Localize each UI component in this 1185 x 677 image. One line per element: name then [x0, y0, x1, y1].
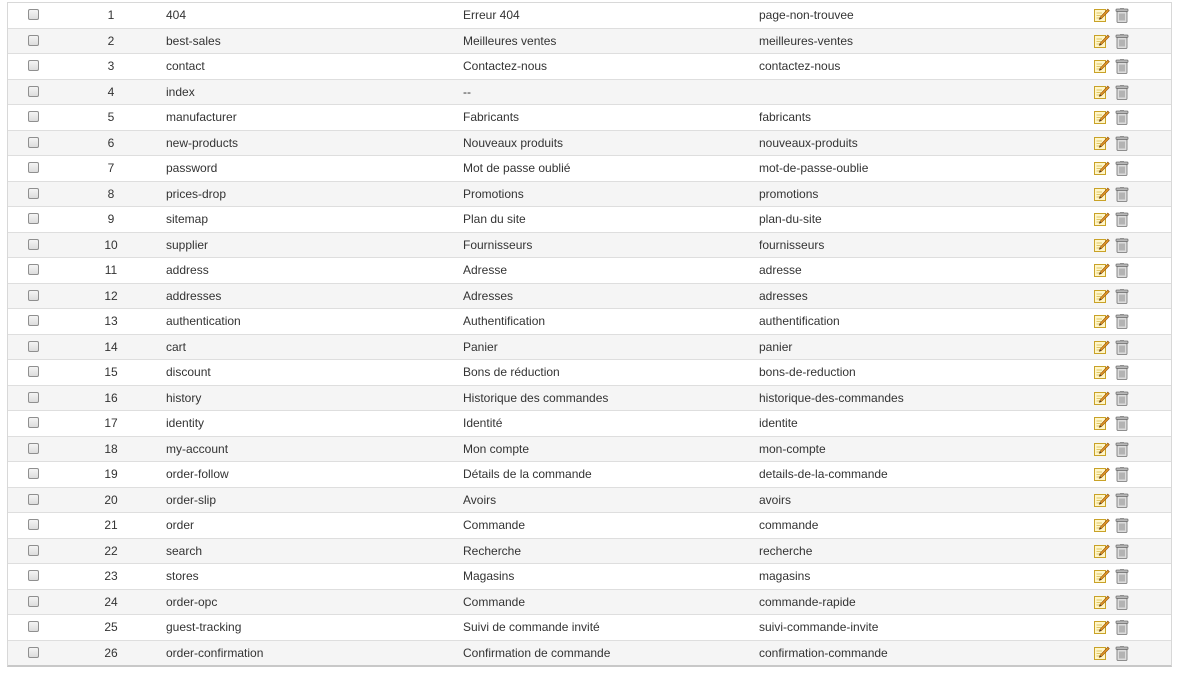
pencil-edit-icon[interactable]: [1094, 365, 1110, 380]
row-friendly-url: identite: [759, 416, 798, 430]
row-select-checkbox[interactable]: [28, 443, 39, 454]
row-select-checkbox[interactable]: [28, 213, 39, 224]
row-friendly-url: mon-compte: [759, 441, 826, 456]
row-select-checkbox[interactable]: [28, 417, 39, 428]
trash-delete-icon[interactable]: [1114, 85, 1130, 100]
row-friendly-url: adresses: [759, 288, 808, 303]
row-page-title: Meilleures ventes: [463, 33, 557, 48]
trash-delete-icon[interactable]: [1114, 467, 1130, 482]
table-row: [8, 462, 1171, 488]
row-page-title: Plan du site: [463, 212, 526, 226]
trash-delete-icon[interactable]: [1114, 646, 1130, 661]
trash-delete-icon[interactable]: [1114, 493, 1130, 508]
row-page-name: sitemap: [166, 212, 209, 226]
row-actions: [1094, 29, 1134, 54]
row-select-checkbox[interactable]: [28, 162, 39, 173]
row-select-checkbox[interactable]: [28, 596, 39, 607]
row-id: 24: [104, 594, 118, 609]
table-row: [8, 54, 1171, 80]
row-page-name: new-products: [166, 135, 239, 150]
pencil-edit-icon[interactable]: [1094, 212, 1110, 227]
pencil-edit-icon[interactable]: [1094, 59, 1110, 74]
pencil-edit-icon[interactable]: [1094, 289, 1110, 304]
trash-delete-icon[interactable]: [1114, 442, 1130, 457]
row-select-checkbox[interactable]: [28, 647, 39, 658]
row-id: 10: [104, 237, 118, 252]
row-actions: [1094, 131, 1134, 156]
table-row: [8, 309, 1171, 335]
row-page-name: authentication: [166, 314, 241, 328]
row-friendly-url: adresse: [759, 263, 802, 277]
table-row: [8, 590, 1171, 616]
row-actions: [1094, 80, 1134, 105]
row-page-name: 404: [166, 8, 187, 22]
row-page-name: contact: [166, 59, 205, 73]
row-page-name: history: [166, 390, 202, 405]
row-select-checkbox[interactable]: [28, 9, 39, 20]
row-page-title: Commande: [463, 594, 526, 609]
row-actions: [1094, 207, 1134, 232]
table-row: [8, 182, 1171, 208]
pencil-edit-icon[interactable]: [1094, 569, 1110, 584]
row-select-checkbox[interactable]: [28, 290, 39, 301]
row-friendly-url: avoirs: [759, 492, 792, 507]
row-page-name: cart: [166, 339, 187, 354]
row-page-title: Promotions: [463, 186, 524, 201]
row-page-title: Magasins: [463, 569, 515, 583]
trash-delete-icon[interactable]: [1114, 161, 1130, 176]
row-friendly-url: panier: [759, 339, 793, 354]
table-row: [8, 80, 1171, 106]
row-page-name: search: [166, 543, 203, 558]
table-row: [8, 539, 1171, 565]
row-actions: [1094, 564, 1134, 589]
pencil-edit-icon[interactable]: [1094, 518, 1110, 533]
row-actions: [1094, 386, 1134, 411]
pencil-edit-icon[interactable]: [1094, 416, 1110, 431]
trash-delete-icon[interactable]: [1114, 187, 1130, 202]
row-page-name: stores: [166, 569, 199, 583]
pencil-edit-icon[interactable]: [1094, 187, 1110, 202]
row-page-title: Commande: [463, 518, 526, 532]
row-id: 23: [104, 569, 118, 583]
table-row: [8, 513, 1171, 539]
pencil-edit-icon[interactable]: [1094, 34, 1110, 49]
row-page-name: prices-drop: [166, 186, 227, 201]
row-page-name: order-confirmation: [166, 645, 264, 660]
trash-delete-icon[interactable]: [1114, 365, 1130, 380]
row-id: 8: [107, 186, 115, 201]
row-select-checkbox[interactable]: [28, 366, 39, 377]
row-select-checkbox[interactable]: [28, 86, 39, 97]
trash-delete-icon[interactable]: [1114, 544, 1130, 559]
row-page-title: Adresse: [463, 263, 508, 277]
trash-delete-icon[interactable]: [1114, 136, 1130, 151]
row-page-title: Adresses: [463, 288, 514, 303]
row-actions: [1094, 488, 1134, 513]
pencil-edit-icon[interactable]: [1094, 646, 1110, 661]
row-select-checkbox[interactable]: [28, 341, 39, 352]
table-row: [8, 233, 1171, 259]
pencil-edit-icon[interactable]: [1094, 110, 1110, 125]
row-page-name: order-follow: [166, 467, 229, 481]
row-id: 1: [107, 8, 115, 22]
row-friendly-url: bons-de-reduction: [759, 365, 856, 379]
row-friendly-url: fournisseurs: [759, 237, 825, 252]
row-actions: [1094, 641, 1134, 666]
row-friendly-url: promotions: [759, 186, 819, 201]
row-page-name: order-slip: [166, 492, 217, 507]
row-select-checkbox[interactable]: [28, 315, 39, 326]
row-friendly-url: fabricants: [759, 110, 812, 124]
pencil-edit-icon[interactable]: [1094, 442, 1110, 457]
row-page-title: Recherche: [463, 543, 522, 558]
row-page-name: password: [166, 161, 218, 175]
row-page-title: --: [463, 84, 471, 99]
row-select-checkbox[interactable]: [28, 621, 39, 632]
row-page-title: Détails de la commande: [463, 467, 592, 481]
table-row: [8, 3, 1171, 29]
row-page-title: Panier: [463, 339, 498, 354]
table-row: [8, 488, 1171, 514]
row-page-title: Mon compte: [463, 441, 530, 456]
row-friendly-url: nouveaux-produits: [759, 135, 858, 150]
row-select-checkbox[interactable]: [28, 264, 39, 275]
table-body: [8, 3, 1171, 665]
pencil-edit-icon[interactable]: [1094, 467, 1110, 482]
row-actions: [1094, 284, 1134, 309]
row-page-title: Mot de passe oublié: [463, 161, 571, 175]
row-id: 21: [104, 518, 118, 532]
row-page-title: Bons de réduction: [463, 365, 560, 379]
row-id: 16: [104, 390, 118, 405]
row-actions: [1094, 335, 1134, 360]
pencil-edit-icon[interactable]: [1094, 161, 1110, 176]
row-id: 25: [104, 620, 118, 634]
row-actions: [1094, 513, 1134, 538]
row-page-name: guest-tracking: [166, 620, 242, 634]
row-actions: [1094, 437, 1134, 462]
row-friendly-url: meilleures-ventes: [759, 33, 854, 48]
row-actions: [1094, 411, 1134, 436]
row-actions: [1094, 590, 1134, 615]
row-page-title: Authentification: [463, 314, 546, 328]
row-id: 13: [104, 314, 118, 328]
trash-delete-icon[interactable]: [1114, 340, 1130, 355]
trash-delete-icon[interactable]: [1114, 59, 1130, 74]
row-id: 4: [107, 84, 115, 99]
pencil-edit-icon[interactable]: [1094, 620, 1110, 635]
table-row: [8, 386, 1171, 412]
row-id: 20: [104, 492, 118, 507]
trash-delete-icon[interactable]: [1114, 569, 1130, 584]
table-row: [8, 258, 1171, 284]
row-id: 11: [104, 263, 118, 277]
pencil-edit-icon[interactable]: [1094, 314, 1110, 329]
row-id: 14: [104, 339, 118, 354]
meta-pages-table: [7, 2, 1172, 667]
row-select-checkbox[interactable]: [28, 111, 39, 122]
row-page-name: discount: [166, 365, 211, 379]
row-actions: [1094, 309, 1134, 334]
row-page-name: index: [166, 84, 195, 99]
trash-delete-icon[interactable]: [1114, 289, 1130, 304]
row-select-checkbox[interactable]: [28, 188, 39, 199]
trash-delete-icon[interactable]: [1114, 8, 1130, 23]
row-page-title: Nouveaux produits: [463, 135, 564, 150]
row-actions: [1094, 3, 1134, 28]
table-row: [8, 615, 1171, 641]
row-page-name: my-account: [166, 441, 229, 456]
row-id: 2: [107, 33, 115, 48]
table-row: [8, 105, 1171, 131]
trash-delete-icon[interactable]: [1114, 314, 1130, 329]
trash-delete-icon[interactable]: [1114, 238, 1130, 253]
pencil-edit-icon[interactable]: [1094, 238, 1110, 253]
row-select-checkbox[interactable]: [28, 239, 39, 250]
row-id: 12: [104, 288, 118, 303]
row-id: 17: [104, 416, 118, 430]
trash-delete-icon[interactable]: [1114, 34, 1130, 49]
row-select-checkbox[interactable]: [28, 519, 39, 530]
table-row: [8, 131, 1171, 157]
row-friendly-url: authentification: [759, 314, 840, 328]
row-page-title: Historique des commandes: [463, 390, 609, 405]
pencil-edit-icon[interactable]: [1094, 544, 1110, 559]
row-friendly-url: commande: [759, 518, 819, 532]
row-page-name: supplier: [166, 237, 209, 252]
row-friendly-url: magasins: [759, 569, 811, 583]
row-page-name: order: [166, 518, 195, 532]
row-friendly-url: plan-du-site: [759, 212, 822, 226]
row-friendly-url: suivi-commande-invite: [759, 620, 879, 634]
table-row: [8, 564, 1171, 590]
row-actions: [1094, 182, 1134, 207]
table-row: [8, 207, 1171, 233]
trash-delete-icon[interactable]: [1114, 263, 1130, 278]
row-id: 19: [104, 467, 118, 481]
pencil-edit-icon[interactable]: [1094, 595, 1110, 610]
row-id: 3: [107, 59, 115, 73]
row-friendly-url: contactez-nous: [759, 59, 841, 73]
row-page-title: Fournisseurs: [463, 237, 533, 252]
row-actions: [1094, 233, 1134, 258]
row-actions: [1094, 54, 1134, 79]
row-actions: [1094, 360, 1134, 385]
pencil-edit-icon[interactable]: [1094, 493, 1110, 508]
table-row: [8, 156, 1171, 182]
row-page-title: Fabricants: [463, 110, 520, 124]
trash-delete-icon[interactable]: [1114, 595, 1130, 610]
row-friendly-url: commande-rapide: [759, 594, 856, 609]
row-select-checkbox[interactable]: [28, 60, 39, 71]
row-page-title: Confirmation de commande: [463, 645, 611, 660]
table-row: [8, 335, 1171, 361]
trash-delete-icon[interactable]: [1114, 391, 1130, 406]
row-page-title: Erreur 404: [463, 8, 520, 22]
row-id: 26: [104, 645, 118, 660]
row-id: 5: [107, 110, 115, 124]
row-select-checkbox[interactable]: [28, 137, 39, 148]
row-actions: [1094, 156, 1134, 181]
trash-delete-icon[interactable]: [1114, 416, 1130, 431]
row-actions: [1094, 462, 1134, 487]
pencil-edit-icon[interactable]: [1094, 263, 1110, 278]
row-id: 7: [107, 161, 115, 175]
row-page-name: addresses: [166, 288, 222, 303]
row-friendly-url: historique-des-commandes: [759, 390, 904, 405]
table-row: [8, 29, 1171, 55]
row-id: 9: [107, 212, 115, 226]
row-friendly-url: confirmation-commande: [759, 645, 888, 660]
trash-delete-icon[interactable]: [1114, 518, 1130, 533]
pencil-edit-icon[interactable]: [1094, 136, 1110, 151]
trash-delete-icon[interactable]: [1114, 620, 1130, 635]
row-select-checkbox[interactable]: [28, 570, 39, 581]
row-id: 18: [104, 441, 118, 456]
row-select-checkbox[interactable]: [28, 545, 39, 556]
row-page-title: Identité: [463, 416, 503, 430]
row-page-title: Contactez-nous: [463, 59, 548, 73]
row-page-name: manufacturer: [166, 110, 237, 124]
row-actions: [1094, 615, 1134, 640]
row-actions: [1094, 539, 1134, 564]
row-page-title: Avoirs: [463, 492, 497, 507]
trash-delete-icon[interactable]: [1114, 110, 1130, 125]
row-select-checkbox[interactable]: [28, 35, 39, 46]
row-id: 6: [107, 135, 115, 150]
table-row: [8, 411, 1171, 437]
row-actions: [1094, 258, 1134, 283]
pencil-edit-icon[interactable]: [1094, 340, 1110, 355]
row-page-name: order-opc: [166, 594, 218, 609]
table-row: [8, 284, 1171, 310]
table-row: [8, 360, 1171, 386]
row-select-checkbox[interactable]: [28, 494, 39, 505]
table-row: [8, 641, 1171, 666]
row-actions: [1094, 105, 1134, 130]
row-page-name: address: [166, 263, 209, 277]
row-friendly-url: page-non-trouvee: [759, 8, 854, 22]
row-friendly-url: recherche: [759, 543, 813, 558]
row-select-checkbox[interactable]: [28, 468, 39, 479]
trash-delete-icon[interactable]: [1114, 212, 1130, 227]
row-page-name: best-sales: [166, 33, 221, 48]
pencil-edit-icon[interactable]: [1094, 85, 1110, 100]
row-page-title: Suivi de commande invité: [463, 620, 600, 634]
row-friendly-url: mot-de-passe-oublie: [759, 161, 869, 175]
row-id: 22: [104, 543, 118, 558]
pencil-edit-icon[interactable]: [1094, 391, 1110, 406]
row-id: 15: [104, 365, 118, 379]
row-page-name: identity: [166, 416, 205, 430]
row-friendly-url: details-de-la-commande: [759, 467, 888, 481]
row-select-checkbox[interactable]: [28, 392, 39, 403]
table-row: [8, 437, 1171, 463]
pencil-edit-icon[interactable]: [1094, 8, 1110, 23]
